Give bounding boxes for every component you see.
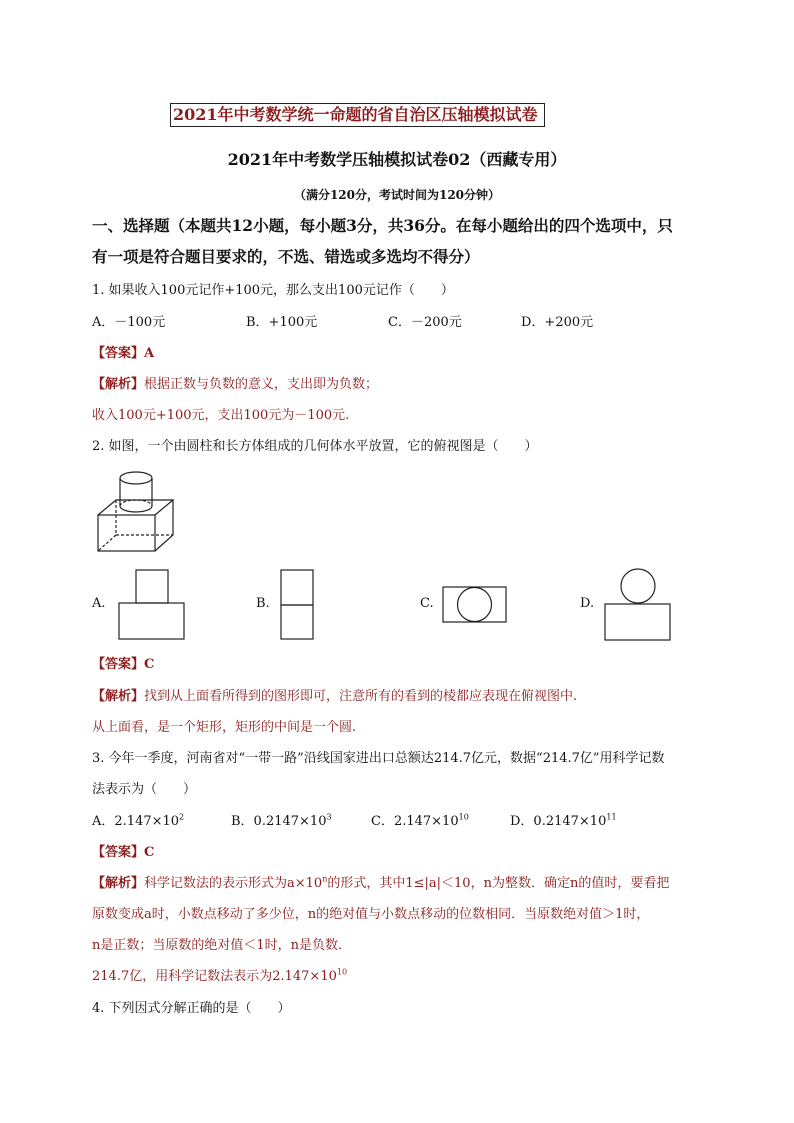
q2-a-top-square [136, 570, 168, 603]
q2-option-a-figure [117, 569, 187, 641]
q2-analysis-line2: 从上面看，是一个矩形，矩形的中间是一个圆. [92, 720, 357, 735]
q1-option-b: B．+100元 [246, 315, 318, 330]
q3-answer-value: C [144, 845, 155, 860]
q3-stem-line2: 法表示为（ ） [92, 782, 197, 797]
cylinder-top-ellipse [120, 472, 152, 484]
q1-answer [92, 342, 154, 361]
section-heading-line1: 一、选择题（本题共12小题，每小题3分，共36分。在每小题给出的四个选项中，只 [92, 216, 673, 235]
q2-stem: 2. 如图，一个由圆柱和长方体组成的几何体水平放置，它的俯视图是（ ） [92, 439, 538, 454]
q2-option-b-label: B. [256, 596, 270, 611]
q2-option-b-figure [279, 569, 315, 641]
answer-label: 【答案】 [92, 657, 145, 672]
q3-analysis-line1: 【解析】科学记数法的表示形式为$a\times 10^n$的形式，其中1≤|a|＜10，n为整数．确定n的值时，要看把 [92, 874, 670, 891]
analysis-label: 【解析】 [92, 689, 145, 704]
q2-option-c-label: C. [420, 596, 434, 611]
page-title: 2021年中考数学压轴模拟试卷02（西藏专用） [227, 150, 567, 169]
q3-option-d: D．$0.2147\times 10^{11}$ [510, 812, 617, 829]
q2-option-d-label: D. [580, 596, 595, 611]
q2-b-upper-square [281, 570, 313, 605]
q2-answer [92, 653, 154, 672]
q1-option-a: A．－100元 [92, 315, 166, 330]
q2-option-c-figure [442, 586, 508, 624]
q2-answer-value: C [144, 657, 155, 672]
q2-option-a-label: A. [92, 596, 106, 611]
section-heading-line2: 有一项是符合题目要求的，不选、错选或多选均不得分） [92, 247, 480, 266]
cuboid-top-face [98, 500, 173, 515]
q1-answer-value: A [144, 346, 155, 361]
q1-analysis-text1: 根据正数与负数的意义，支出即为负数； [144, 377, 379, 392]
q3-analysis-line2: 原数变成a时，小数点移动了多少位，n的绝对值与小数点移动的位数相同．当原数绝对值＞1时， [92, 907, 650, 922]
analysis-label: 【解析】 [92, 377, 145, 392]
q3-option-c: C．$2.147\times 10^{10}$ [371, 812, 469, 829]
q4-stem: 4. 下列因式分解正确的是（ ） [92, 1001, 291, 1016]
q2-analysis-text1: 找到从上面看所得到的图形即可，注意所有的看到的棱都应表现在俯视图中. [144, 689, 578, 704]
q3-analysis-line3: n是正数；当原数的绝对值＜1时，n是负数． [92, 938, 352, 953]
q3-answer [92, 841, 154, 860]
cylinder-bottom-arc [120, 506, 152, 512]
q3-option-b: B．$0.2147\times 10^3$ [231, 812, 332, 829]
exam-series-banner: 2021年中考数学统一命题的省自治区压轴模拟试卷 [170, 103, 545, 127]
q2-option-d-figure [603, 568, 673, 642]
answer-label: 【答案】 [92, 845, 145, 860]
analysis-label: 【解析】 [92, 876, 145, 891]
q3-option-a: A．$2.147\times 10^2$ [92, 812, 185, 829]
solid-figure [96, 470, 186, 556]
q1-stem: 1. 如果收入100元记作+100元，那么支出100元记作（ ） [92, 283, 454, 298]
q2-c-rectangle [443, 587, 506, 622]
answer-label: 【答案】 [92, 346, 145, 361]
q3-stem-line1: 3. 今年一季度，河南省对“一带一路”沿线国家进出口总额达214.7亿元，数据“214.7亿”用科学记数 [92, 751, 665, 766]
q2-d-circle [621, 569, 655, 603]
q2-analysis-line1 [92, 685, 577, 704]
page-subtitle: （满分120分，考试时间为120分钟） [293, 188, 501, 202]
q3-analysis-line4: 214.7亿，用科学记数法表示为$2.147\times 10^{10}$ [92, 967, 348, 984]
q2-b-lower-square [281, 605, 313, 639]
q1-analysis-line2: 收入100元+100元，支出100元为－100元. [92, 408, 350, 423]
q1-option-c: C．－200元 [388, 315, 462, 330]
q2-a-bottom-rect [119, 603, 184, 639]
q2-c-circle [458, 588, 492, 622]
cuboid-front-face [98, 515, 155, 551]
cuboid-hidden-edges [116, 500, 173, 535]
q2-d-rectangle [605, 604, 670, 640]
q1-option-d: D．+200元 [521, 315, 594, 330]
q1-analysis-line1 [92, 373, 378, 392]
